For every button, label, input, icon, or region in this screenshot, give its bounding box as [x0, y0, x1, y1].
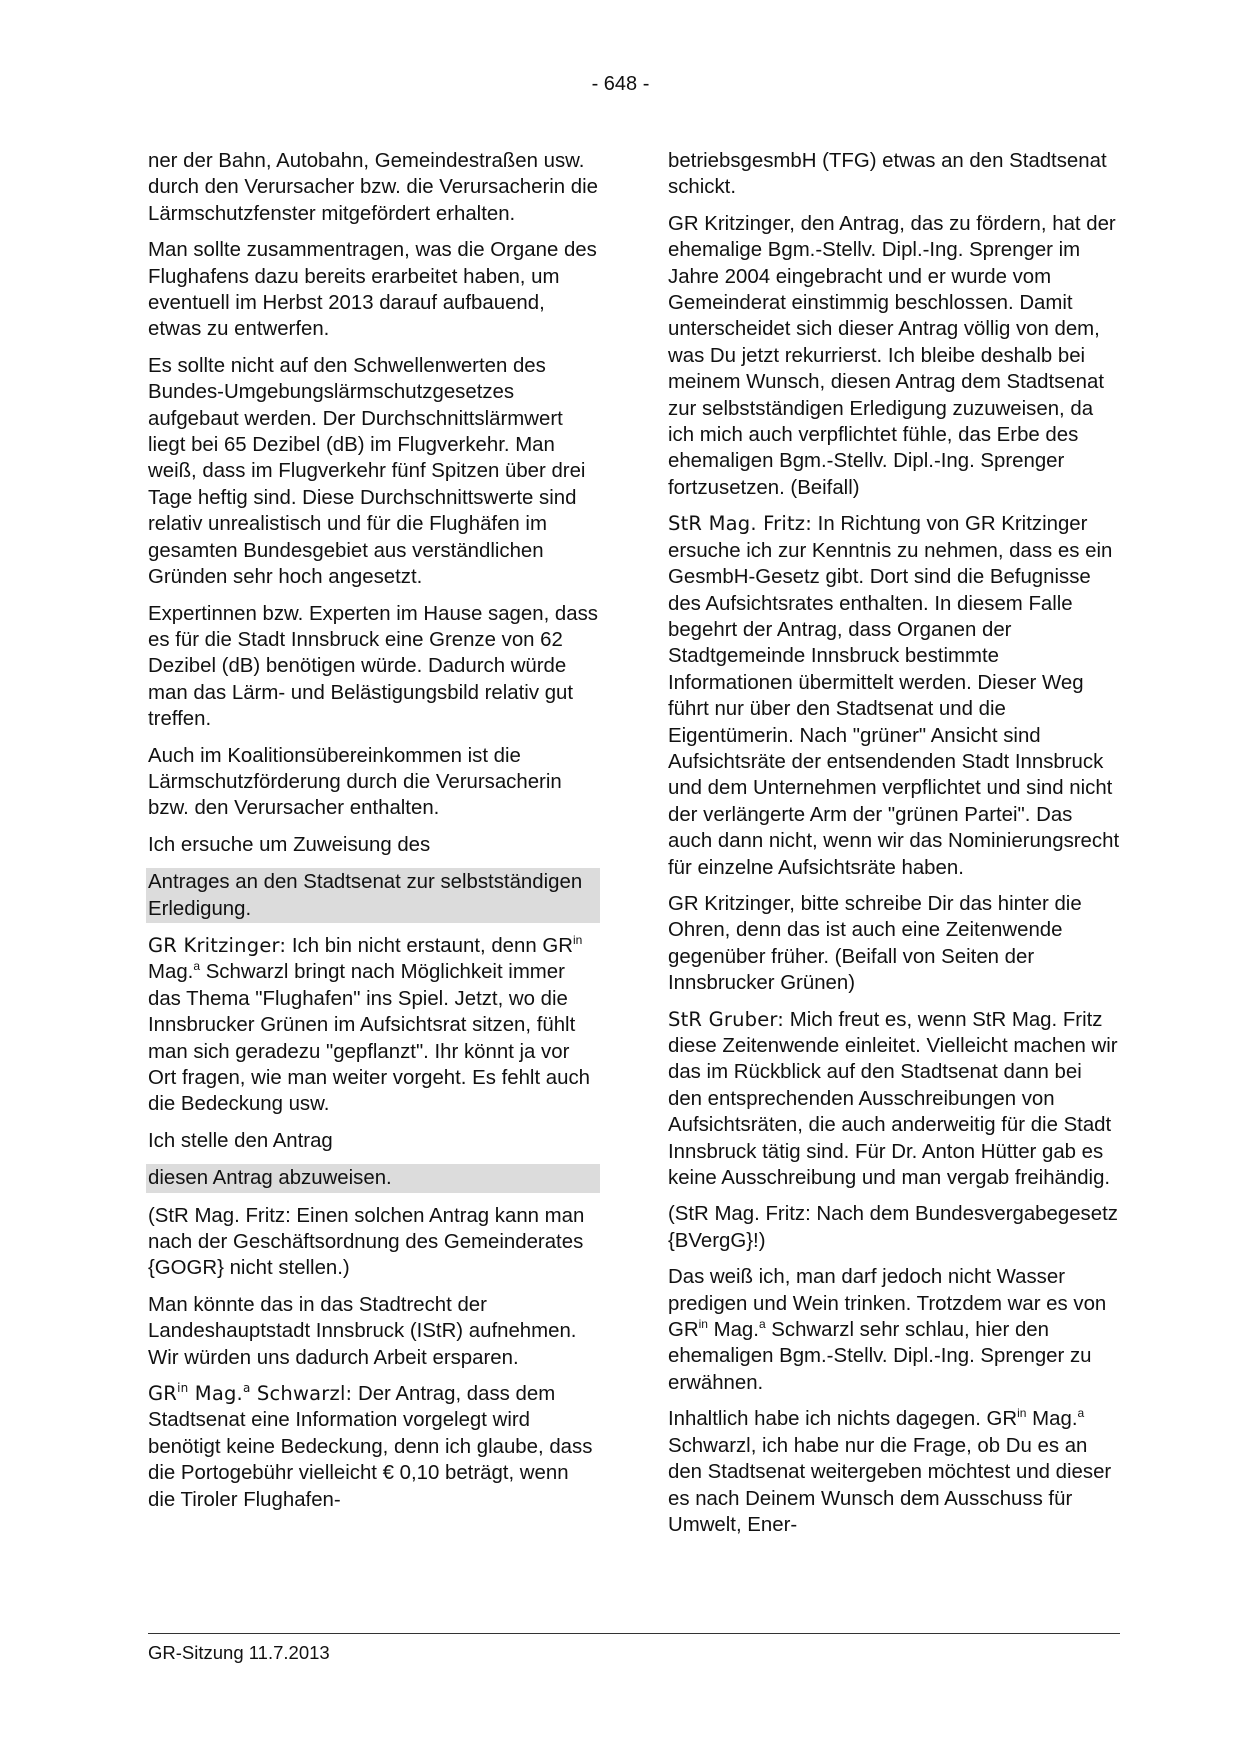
paragraph	[668, 1264, 1120, 1396]
text-run: Mich freut es, wenn StR Mag. Fritz diese Zeitenwende einleitet. Vielleicht machen wir das im Rückblick auf den Stadtsenat dann bei den entsprechenden Ausschreibungen von Aufsichtsräten, die auch anderweitig für die Stadt Innsbruck tätig sind. Für Dr. Anton Hütter gab es keine Ausschreibung und man vergab freihändig.	[668, 1008, 1118, 1190]
highlighted-motion: diesen Antrag abzuweisen.	[146, 1164, 600, 1192]
text-run: Schwarzl sehr schlau, hier den ehemaligen Bgm.-Stellv. Dipl.-Ing. Sprenger zu erwähnen.	[668, 1319, 1092, 1394]
speaker-name: StR Gruber:	[668, 1007, 785, 1031]
paragraph: GR Kritzinger, den Antrag, das zu fördern, hat der ehemalige Bgm.-Stellv. Dipl.-Ing. Sprenger im Jahre 2004 eingebracht und er wurde vom Gemeinderat einstimmig beschlossen. Damit unterscheidet sich dieser Antrag völlig von dem, was Du jetzt rekurrierst. Ich bleibe deshalb bei meinem Wunsch, diesen Antrag dem Stadtsenat zur selbstständigen Erledigung zuzuweisen, da ich mich auch verpflichtet fühle, das Erbe des ehemaligen Bgm.-Stellv. Dipl.-Ing. Sprenger fortzusetzen. (Beifall)	[668, 212, 1116, 499]
paragraph	[668, 511, 1120, 881]
text-run: In Richtung von GR Kritzinger ersuche ich zur Kenntnis zu nehmen, dass es ein GesmbH-Gesetz gibt. Dort sind die Befugnisse des Aufsichtsrates enthalten. In diesem Falle begehrt der Antrag, dass Organen der Stadtgemeinde Innsbruck bestimmte Informationen übermittelt werden. Dieser Weg führt nur über den Stadtsenat und die Eigentümerin. Nach "grüner" Ansicht sind Aufsichtsräte der entsendenden Stadt Innsbruck und dem Unternehmen verpflichtet und sind nicht der verlängerte Arm der "grünen Partei". Das auch dann nicht, wenn wir das Nominierungsrecht für einzelne Aufsichtsräte haben.	[668, 513, 1120, 879]
paragraph: Man könnte das in das Stadtrecht der Landeshauptstadt Innsbruck (IStR) aufnehmen. Wir würden uns dadurch Arbeit ersparen.	[148, 1293, 577, 1369]
paragraph	[148, 1381, 598, 1513]
speaker-name	[148, 1382, 352, 1405]
left-column	[148, 148, 598, 1523]
text-run: Mag.	[148, 961, 194, 984]
text-run: Mag.	[188, 1382, 243, 1406]
text-run: Ich bin nicht erstaunt, denn GR	[286, 934, 573, 957]
paragraph	[668, 1406, 1120, 1538]
paragraph: Es sollte nicht auf den Schwellenwerten des Bundes-Umgebungslärmschutzgesetzes aufgebaut werden. Der Durchschnittslärmwert liegt bei 65 Dezibel (dB) im Flugverkehr. Man weiß, dass im Flugverkehr fünf Spitzen über drei Tage heftig sind. Diese Durchschnittswerte sind relativ unrealistisch und für die Flughäfen im gesamten Bundesgebiet aus verständlichen Gründen sehr hoch angesetzt.	[148, 354, 586, 589]
superscript: a	[1077, 1406, 1085, 1421]
paragraph: GR Kritzinger, bitte schreibe Dir das hinter die Ohren, denn das ist auch eine Zeitenwende gegenüber früher. (Beifall von Seiten der Innsbrucker Grünen)	[668, 892, 1082, 995]
text-run: Der Antrag, dass dem Stadtsenat eine Information vorgelegt wird benötigt keine Bedeckung, denn ich glaube, dass die Portogebühr vielleicht € 0,10 beträgt, wenn die Tiroler Flughafen-	[148, 1383, 593, 1511]
paragraph: Expertinnen bzw. Experten im Hause sagen, dass es für die Stadt Innsbruck eine Grenze von 62 Dezibel (dB) benötigen würde. Dadurch würde man das Lärm- und Belästigungsbild relativ gut treffen.	[148, 602, 598, 731]
paragraph: Auch im Koalitionsübereinkommen ist die Lärmschutzförderung durch die Verursacherin bzw. den Verursacher enthalten.	[148, 744, 562, 820]
footer-session-date: GR-Sitzung 11.7.2013	[148, 1642, 330, 1663]
text-run: Schwarzl, ich habe nur die Frage, ob Du es an den Stadtsenat weitergeben möchtest und dieser es nach Deinem Wunsch dem Ausschuss für Umwelt, Ener-	[668, 1434, 1112, 1536]
paragraph: Ich stelle den Antrag	[148, 1129, 333, 1152]
superscript: a	[242, 1381, 251, 1396]
paragraph	[668, 1007, 1120, 1192]
right-column	[668, 148, 1120, 1548]
speaker-name: GR Kritzinger:	[148, 933, 287, 957]
text-run: Schwarzl bringt nach Möglichkeit immer das Thema "Flughafen" ins Spiel. Jetzt, wo die Innsbrucker Grünen im Aufsichtsrat sitzen, fühlt man sich geradezu "gepflanzt". Ihr könnt ja vor Ort fragen, wie man weiter vorgeht. Es fehlt auch die Bedeckung usw.	[148, 961, 591, 1116]
superscript: in	[177, 1381, 189, 1396]
paragraph: Man sollte zusammentragen, was die Organe des Flughafens dazu bereits erarbeitet haben, um eventuell im Herbst 2013 darauf aufbauend, etwas zu entwerfen.	[148, 239, 597, 341]
paragraph: ner der Bahn, Autobahn, Gemeindestraßen usw. durch den Verursacher bzw. die Verursacherin die Lärmschutzfenster mitgefördert erhalten.	[148, 150, 598, 225]
page-number: - 648 -	[591, 73, 650, 95]
speaker-name: StR Mag. Fritz:	[668, 512, 813, 536]
text-run: Das weiß ich, man darf jedoch nicht Wasser predigen und Wein trinken. Trotzdem war es von GR	[668, 1266, 1107, 1342]
superscript: in	[698, 1317, 708, 1332]
text-run: GR	[148, 1382, 178, 1406]
paragraph: (StR Mag. Fritz: Nach dem Bundesvergabegesetz {BVergG}!)	[668, 1203, 1118, 1252]
text-run: Inhaltlich habe ich nichts dagegen. GR	[668, 1408, 1018, 1431]
superscript: a	[758, 1317, 766, 1332]
text-run: Mag.	[1026, 1408, 1078, 1431]
superscript: a	[193, 959, 201, 974]
paragraph: (StR Mag. Fritz: Einen solchen Antrag kann man nach der Geschäftsordnung des Gemeinderates {GOGR} nicht stellen.)	[148, 1204, 585, 1280]
text-run: Schwarzl:	[250, 1382, 353, 1406]
footer-divider	[148, 1633, 1120, 1634]
superscript: in	[572, 932, 583, 947]
paragraph: Ich ersuche um Zuweisung des	[148, 833, 431, 856]
text-run: Mag.	[707, 1319, 759, 1342]
superscript: in	[1017, 1406, 1027, 1421]
paragraph: betriebsgesmbH (TFG) etwas an den Stadtsenat schickt.	[668, 150, 1107, 199]
paragraph	[148, 933, 598, 1118]
highlighted-motion: Antrages an den Stadtsenat zur selbstständigen Erledigung.	[146, 868, 600, 923]
